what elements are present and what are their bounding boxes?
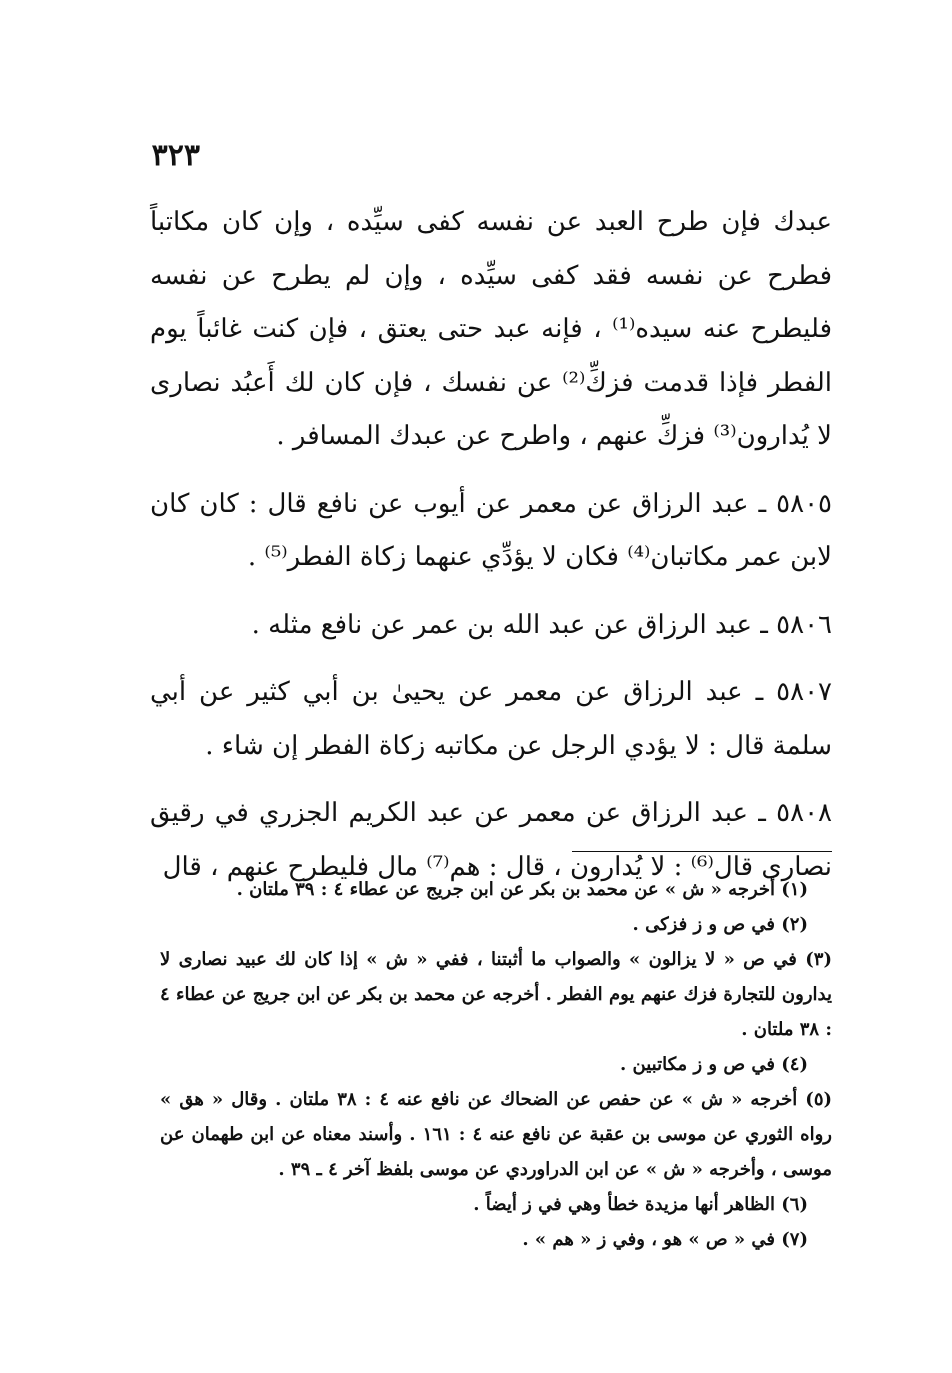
page-number: ٣٢٣ (151, 138, 200, 173)
footnotes (160, 872, 832, 1257)
footnote-separator (572, 851, 832, 852)
footnote-1: (١) أخرجه « ش » عن محمد بن بكر عن ابن جريج عن عطاء ٤ : ٣٩ ملتان . (236, 879, 808, 900)
entry-5807: ٥٨٠٧ ـ عبد الرزاق عن معمر عن يحيىٰ بن أبي كثير عن أبي سلمة قال : لا يؤدي الرجل عن مكاتبه زكاة الفطر إن شاء . (150, 677, 832, 761)
footnote-3: (٣) في ص « لا يزالون » والصواب ما أثبتنا ، ففي « ش » إذا كان لك عبيد نصارى لا يدارون للتجارة فزك عنهم يوم الفطر . أخرجه عن محمد بن بكر عن ابن جريج عن عطاء ٤ : ٣٨ ملتان . (160, 949, 832, 1040)
footnote-5: (٥) أخرجه « ش » عن حفص عن الضحاك عن نافع عنه ٤ : ٣٨ ملتان . وقال « هق » رواه الثوري عن موسى بن عقبة عن نافع عنه ٤ : ١٦١ . وأسند معناه عن ابن طهمان عن موسى ، وأخرجه « ش » عن ابن الدراوردي عن موسى بلفظ آخر ٤ ـ ٣٩ . (160, 1089, 833, 1180)
paragraph-continuation: عبدك فإن طرح العبد عن نفسه كفى سيِّده ، وإن كان مكاتباً فطرح عن نفسه فقد كفى سيِّده ، وإن لم يطرح عن نفسه فليطرح عنه سيده⁽¹⁾ ، فإنه عبد حتى يعتق ، فإن كنت غائباً يوم الفطر فإذا قدمت فزكِّ⁽²⁾ عن نفسك ، فإن كان لك أَعبُد نصارى لا يُدارون⁽³⁾ فزكِّ عنهم ، واطرح عن عبدك المسافر . (150, 207, 832, 451)
entry-5808: ٥٨٠٨ ـ عبد الرزاق عن معمر عن عبد الكريم الجزري في رقيق نصارى قال⁽⁶⁾ : لا يُدارون ، قال : هم⁽⁷⁾ مال فليطرح عنهم ، قال (150, 798, 832, 882)
entry-5805: ٥٨٠٥ ـ عبد الرزاق عن معمر عن أيوب عن نافع قال : كان كان لابن عمر مكاتبان⁽⁴⁾ فكان لا يؤدِّي عنهما زكاة الفطر⁽⁵⁾ . (150, 488, 832, 572)
footnote-7: (٧) في « ص » هو ، وفي ز « هم » . (522, 1229, 808, 1250)
footnote-4: (٤) في ص و ز مكاتبين . (620, 1054, 808, 1075)
main-text (150, 196, 832, 894)
footnote-6: (٦) الظاهر أنها مزيدة خطأ وهي في ز أيضاً . (473, 1194, 808, 1215)
entry-5806: ٥٨٠٦ ـ عبد الرزاق عن عبد الله بن عمر عن نافع مثله . (251, 609, 832, 640)
footnote-2: (٢) في ص و ز فزكى . (632, 914, 808, 935)
